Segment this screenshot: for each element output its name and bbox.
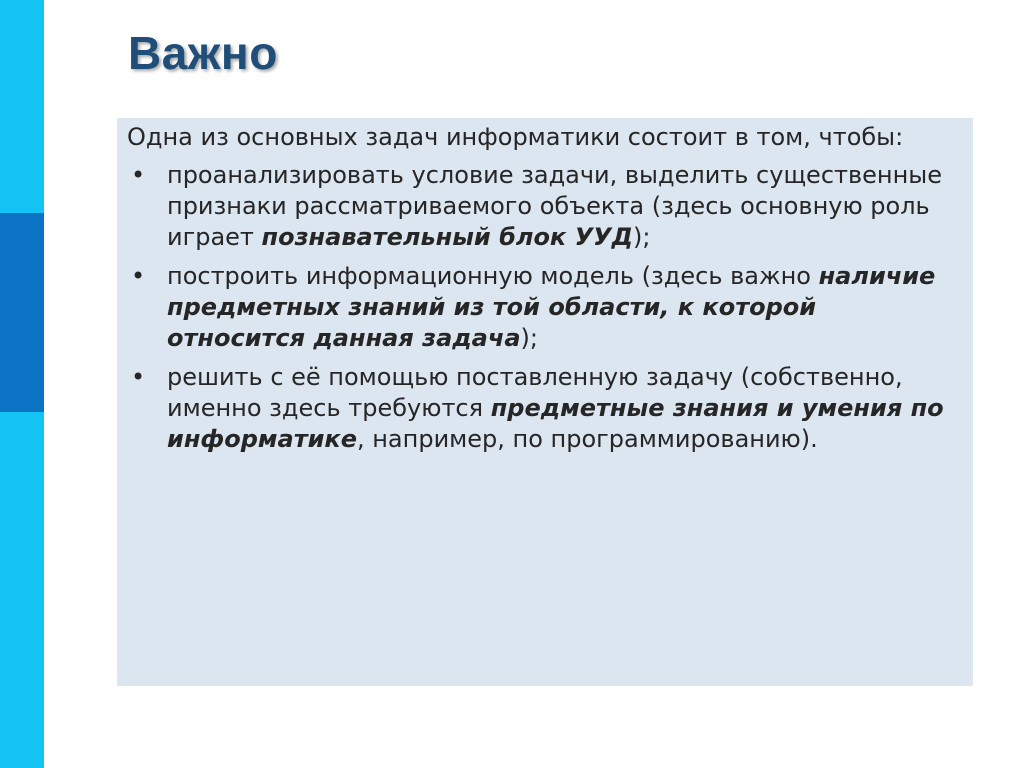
bullet-text: проанализировать условие задачи, выделить существенные признаки рассматриваемого объекта (здесь основную роль играет bbox=[167, 161, 942, 251]
bullet-item-analyze bbox=[127, 160, 959, 253]
bullet-icon: • bbox=[131, 161, 146, 189]
bullet-emphasis: предметные знания и умения по информатике bbox=[167, 394, 944, 453]
bullet-text-end: ); bbox=[632, 223, 651, 251]
content-box bbox=[117, 118, 973, 686]
bullet-icon: • bbox=[131, 262, 146, 290]
bullet-text-end: , например, по программированию). bbox=[356, 425, 818, 453]
intro-text: Одна из основных задач информатики состоит в том, чтобы: bbox=[127, 123, 904, 151]
slide-title: Важно bbox=[128, 27, 278, 79]
bullet-emphasis: наличие предметных знаний из той области, к которой относится данная задача bbox=[167, 262, 936, 352]
bullet-emphasis: познавательный блок УУД bbox=[261, 223, 633, 251]
bullet-text: решить с её помощью поставленную задачу (собственно, именно здесь требуются bbox=[167, 363, 903, 422]
bullet-icon: • bbox=[131, 363, 146, 391]
bullet-item-solve bbox=[127, 362, 959, 455]
bullet-text: построить информационную модель (здесь важно bbox=[167, 262, 819, 290]
bullet-text-end: ); bbox=[520, 324, 538, 352]
side-bar-accent bbox=[0, 213, 44, 412]
bullet-item-model bbox=[127, 261, 959, 354]
bullet-list bbox=[127, 160, 959, 455]
